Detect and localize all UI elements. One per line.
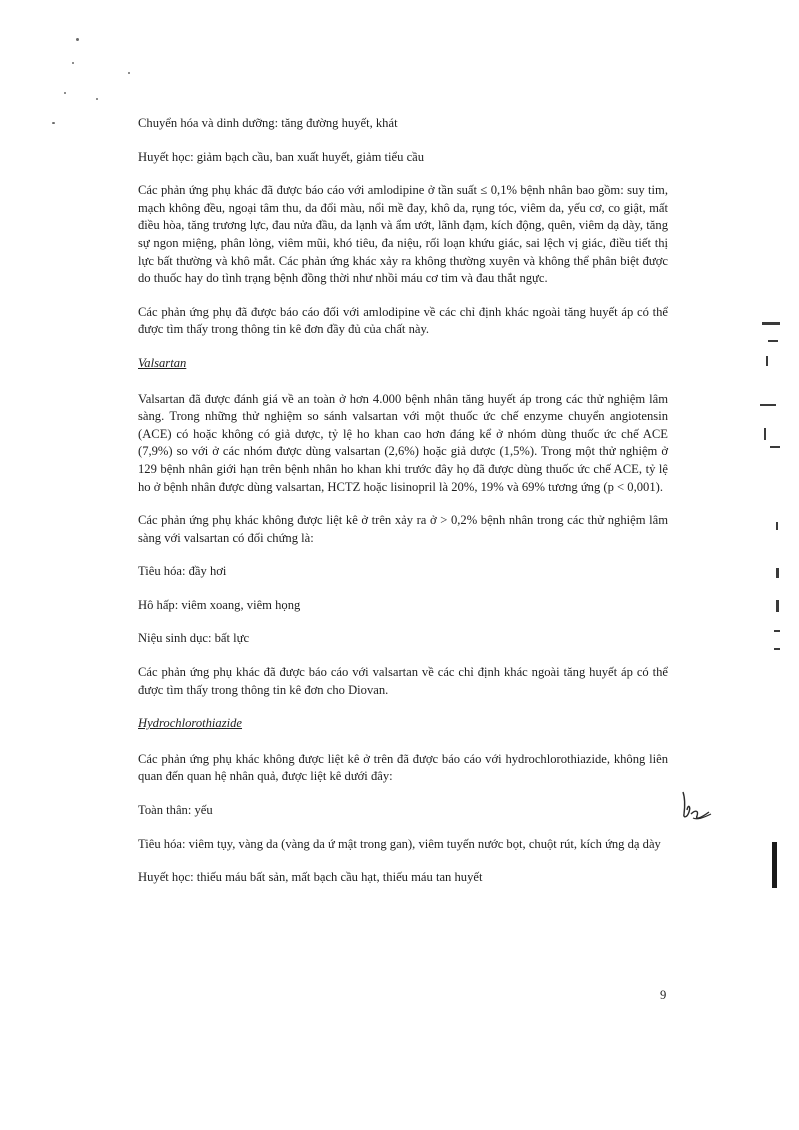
scan-edge-mark [766, 356, 768, 366]
section-heading-hydrochlorothiazide: Hydrochlorothiazide [138, 716, 243, 731]
paragraph: Các phản ứng phụ khác đã được báo cáo với amlodipine ở tần suất ≤ 0,1% bệnh nhân bao gồm: suy tim, mạch không đều, ngoại tâm thu, da đổi màu, nổi mề đay, khô da, rụng tóc, viêm da, yếu cơ, co giật, mất điều hòa, tăng trương lực, đau nửa đầu, da lạnh và ẩm ướt, lãnh đạm, kích động, quên, viêm dạ dày, tăng sự ngon miệng, phân lỏng, viêm mũi, khó tiêu, đa niệu, rối loạn khứu giác, sai lệch vị giác, điều tiết thị lực bất thường và khô mắt. Các phản ứng khác xảy ra không thường xuyên và không thể phân biệt được do thuốc hay do tình trạng bệnh đồng thời như nhồi máu cơ tim và đau thắt ngực. [138, 183, 668, 286]
scan-edge-mark [774, 648, 780, 650]
section-heading-valsartan: Valsartan [138, 355, 187, 370]
scan-speck [96, 98, 98, 100]
paragraph: Toàn thân: yếu [138, 803, 213, 818]
paragraph: Valsartan đã được đánh giá về an toàn ở hơn 4.000 bệnh nhân tăng huyết áp trong các thử nghiệm lâm sàng. Trong những thử nghiệm so sánh valsartan với một thuốc ức chế enzyme chuyển angiotensin (ACE) có hoặc không có giả dược, tỷ lệ ho khan cao hơn đáng kể ở nhóm dùng thuốc ức chế ACE (7,9%) so với ở các nhóm được dùng valsartan (2,6%) hoặc giả dược (1,5%). Trong một thử nghiệm ở 129 bệnh nhân giới hạn trên bệnh nhân ho khan khi trước đây họ đã được dùng thuốc ức chế ACE, tỷ lệ ho ở bệnh nhân được dùng valsartan, HCTZ hoặc lisinopril là 20%, 19% và 69% tương ứng (p < 0,001). [138, 391, 668, 494]
scan-edge-mark [772, 842, 777, 888]
scan-speck [64, 92, 66, 94]
handwritten-initials [675, 788, 715, 828]
paragraph: Hô hấp: viêm xoang, viêm họng [138, 597, 301, 612]
page-number: 9 [660, 988, 667, 1002]
paragraph: Các phản ứng phụ khác không được liệt kê ở trên xảy ra ở > 0,2% bệnh nhân trong các thử nghiệm lâm sàng với valsartan có đối chứng là: [138, 513, 668, 545]
scan-speck [52, 122, 55, 124]
paragraph: Tiêu hóa: đầy hơi [138, 564, 227, 579]
scan-edge-mark [770, 446, 780, 448]
paragraph: Các phản ứng phụ khác không được liệt kê ở trên đã được báo cáo với hydrochlorothiazide, không liên quan đến quan hệ nhân quả, được liệt kê dưới đây: [138, 751, 668, 784]
scan-edge-mark [776, 568, 779, 578]
scan-edge-mark [768, 340, 778, 342]
scan-edge-mark [764, 428, 766, 440]
scan-edge-mark [760, 404, 776, 406]
scan-speck [128, 72, 130, 74]
paragraph: Huyết học: thiếu máu bất sản, mất bạch cầu hạt, thiếu máu tan huyết [138, 870, 483, 885]
paragraph: Huyết học: giảm bạch cầu, ban xuất huyết, giảm tiểu cầu [138, 149, 425, 164]
document-body [138, 115, 668, 903]
scan-edge-mark [776, 600, 779, 612]
scan-edge-mark [776, 522, 778, 530]
paragraph: Các phản ứng phụ khác đã được báo cáo với valsartan về các chỉ định khác ngoài tăng huyết áp có thể được tìm thấy trong thông tin kê đơn cho Diovan. [138, 665, 668, 697]
scan-speck [76, 38, 79, 41]
scan-edge-mark [774, 630, 780, 632]
scan-speck [72, 62, 74, 64]
paragraph: Các phản ứng phụ đã được báo cáo đối với amlodipine về các chỉ định khác ngoài tăng huyết áp có thể được tìm thấy trong thông tin kê đơn đầy đủ của chất này. [138, 304, 668, 337]
paragraph: Tiêu hóa: viêm tụy, vàng da (vàng da ứ mật trong gan), viêm tuyến nước bọt, chuột rút, kích ứng dạ dày [138, 836, 661, 851]
paragraph: Chuyển hóa và dinh dưỡng: tăng đường huyết, khát [138, 116, 398, 130]
paragraph: Niệu sinh dục: bất lực [138, 631, 250, 646]
scan-edge-mark [762, 322, 780, 325]
